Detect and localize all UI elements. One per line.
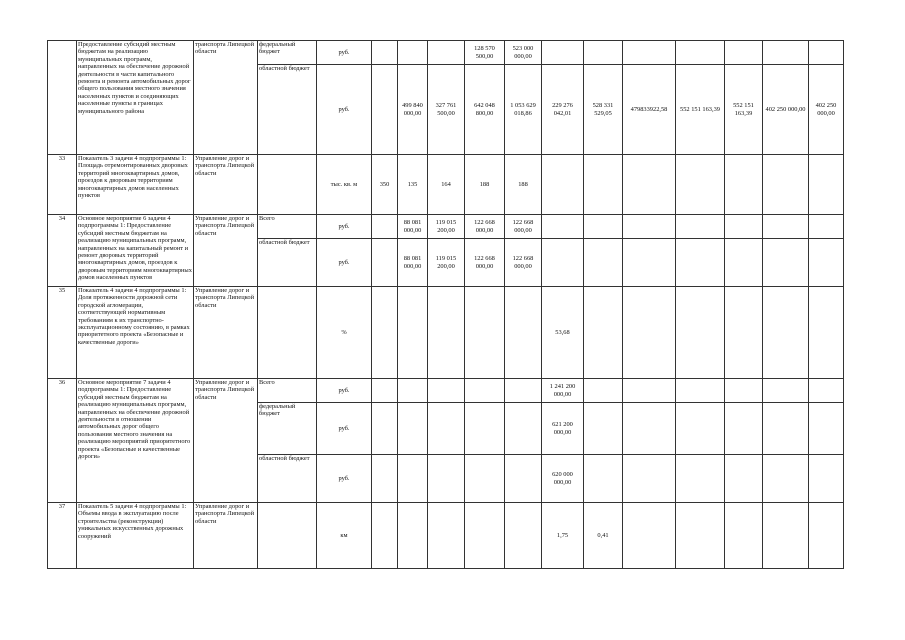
value-cell [725, 239, 763, 287]
value-cell [505, 287, 542, 379]
unit-cell: руб. [317, 215, 372, 239]
value-cell [398, 41, 428, 65]
value-cell: 119 015 200,00 [428, 239, 465, 287]
value-cell [428, 287, 465, 379]
row-number: 36 [48, 379, 77, 503]
table-row [48, 503, 884, 569]
funding-source: Всего [258, 379, 317, 403]
value-cell [623, 41, 676, 65]
value-cell [763, 503, 809, 569]
value-cell [676, 379, 725, 403]
value-cell [398, 455, 428, 503]
value-cell [584, 455, 623, 503]
row-number: 33 [48, 155, 77, 215]
value-cell [398, 379, 428, 403]
value-cell [623, 403, 676, 455]
value-cell [763, 455, 809, 503]
value-cell [623, 215, 676, 239]
value-cell [676, 503, 725, 569]
value-cell [809, 287, 844, 379]
indicators-table [47, 40, 884, 569]
value-cell [809, 379, 844, 403]
value-cell: 499 840 000,00 [398, 65, 428, 155]
row-name: Показатель 5 задачи 4 подпрограммы 1: Объемы ввода в эксплуатацию после строительства (реконструкции) уникальных искусственных дорожных сооружений [77, 503, 194, 569]
value-cell [725, 215, 763, 239]
value-cell [809, 503, 844, 569]
value-cell [428, 403, 465, 455]
unit-cell: руб. [317, 41, 372, 65]
value-cell [809, 155, 844, 215]
table-row [48, 155, 884, 215]
value-cell: 188 [465, 155, 505, 215]
value-cell [676, 155, 725, 215]
row-executor: Управление дорог и транспорта Липецкой области [194, 215, 258, 287]
value-cell: 128 570 500,00 [465, 41, 505, 65]
value-cell [809, 239, 844, 287]
value-cell [809, 215, 844, 239]
unit-cell: руб. [317, 65, 372, 155]
value-cell [505, 403, 542, 455]
value-cell: 135 [398, 155, 428, 215]
row-name: Показатель 4 задачи 4 подпрограммы 1: Доля протяженности дорожной сети городской агломерации, соответствующей нормативным требованиям к их транспортно-эксплуатационному состоянию, в рамках приоритетного проекта «Безопасные и качественные дороги» [77, 287, 194, 379]
funding-source: областной бюджет [258, 239, 317, 287]
value-cell [398, 287, 428, 379]
row-name: Предоставление субсидий местным бюджетам на реализацию муниципальных программ, направленных на обеспечение дорожной деятельности в части капитального ремонта и ремонта автомобильных дорог общего пользования местного значения населенных пунктов и соединяющих населенные пункты в границах муниципального района [77, 41, 194, 155]
value-cell [465, 403, 505, 455]
value-cell [676, 287, 725, 379]
row-number: 34 [48, 215, 77, 287]
value-cell [428, 455, 465, 503]
value-cell [428, 379, 465, 403]
row-executor: транспорта Липецкой области [194, 41, 258, 155]
value-cell [372, 215, 398, 239]
value-cell [676, 215, 725, 239]
value-cell: 88 081 000,00 [398, 215, 428, 239]
value-cell [725, 41, 763, 65]
value-cell [623, 379, 676, 403]
value-cell: 1 053 629 018,86 [505, 65, 542, 155]
value-cell: 53,68 [542, 287, 584, 379]
value-cell: 523 000 000,00 [505, 41, 542, 65]
row-executor: Управление дорог и транспорта Липецкой области [194, 155, 258, 215]
unit-cell: % [317, 287, 372, 379]
value-cell: 479833922,58 [623, 65, 676, 155]
row-executor: Управление дорог и транспорта Липецкой области [194, 287, 258, 379]
value-cell [809, 455, 844, 503]
value-cell [725, 503, 763, 569]
unit-cell: руб. [317, 239, 372, 287]
value-cell [763, 287, 809, 379]
value-cell [372, 239, 398, 287]
unit-cell: руб. [317, 455, 372, 503]
value-cell: 1 241 200 000,00 [542, 379, 584, 403]
funding-source: федеральный бюджет [258, 41, 317, 65]
value-cell [584, 215, 623, 239]
value-cell [725, 455, 763, 503]
value-cell: 122 668 000,00 [505, 215, 542, 239]
value-cell [584, 155, 623, 215]
row-number [48, 41, 77, 155]
value-cell [542, 215, 584, 239]
unit-cell: руб. [317, 379, 372, 403]
row-executor: Управление дорог и транспорта Липецкой области [194, 379, 258, 503]
value-cell [763, 239, 809, 287]
value-cell [372, 403, 398, 455]
value-cell [725, 155, 763, 215]
value-cell: 552 151 163,39 [725, 65, 763, 155]
table-row [48, 215, 884, 239]
value-cell [372, 455, 398, 503]
row-name: Основное мероприятие 7 задачи 4 подпрограммы 1: Предоставление субсидий местным бюджетам на реализацию муниципальных программ, направленных на обеспечение дорожной деятельности в отношении автомобильных дорог общего пользования местного значения на реализацию мероприятий приоритетного проекта «Безопасные и качественные дороги» [77, 379, 194, 503]
document-page [47, 40, 863, 601]
value-cell: 402 250 000,00 [809, 65, 844, 155]
value-cell [763, 403, 809, 455]
value-cell [676, 41, 725, 65]
row-name: Основное мероприятие 6 задачи 4 подпрограммы 1: Предоставление субсидий местным бюджетам на реализацию муниципальных программ, направленных на капитальный ремонт и ремонт дворовых территорий многоквартирных домов, проездов к дворовым территориям многоквартирных домов населенных пунктов [77, 215, 194, 287]
value-cell [398, 503, 428, 569]
value-cell: 229 276 042,01 [542, 65, 584, 155]
value-cell: 620 000 000,00 [542, 455, 584, 503]
value-cell: 642 048 800,00 [465, 65, 505, 155]
funding-source: Всего [258, 215, 317, 239]
value-cell: 327 761 500,00 [428, 65, 465, 155]
value-cell [505, 503, 542, 569]
row-name: Показатель 3 задачи 4 подпрограммы 1: Площадь отремонтированных дворовых территорий многоквартирных домов, проездов к дворовым территориям многоквартирных домов населенных пунктов [77, 155, 194, 215]
value-cell: 350 [372, 155, 398, 215]
value-cell: 164 [428, 155, 465, 215]
value-cell: 552 151 163,39 [676, 65, 725, 155]
table-row [48, 379, 884, 403]
row-number: 37 [48, 503, 77, 569]
value-cell [398, 403, 428, 455]
value-cell: 0,41 [584, 503, 623, 569]
funding-source [258, 287, 317, 379]
value-cell [809, 403, 844, 455]
value-cell [372, 65, 398, 155]
value-cell [372, 41, 398, 65]
value-cell [623, 155, 676, 215]
value-cell [623, 239, 676, 287]
value-cell [725, 379, 763, 403]
value-cell [542, 155, 584, 215]
value-cell [584, 287, 623, 379]
funding-source: областной бюджет [258, 455, 317, 503]
row-executor: Управление дорог и транспорта Липецкой области [194, 503, 258, 569]
value-cell [505, 455, 542, 503]
value-cell [372, 287, 398, 379]
value-cell [465, 379, 505, 403]
table-row [48, 41, 884, 65]
value-cell: 528 331 529,05 [584, 65, 623, 155]
funding-source [258, 155, 317, 215]
funding-source: областной бюджет [258, 65, 317, 155]
value-cell: 188 [505, 155, 542, 215]
value-cell [505, 379, 542, 403]
value-cell [372, 503, 398, 569]
value-cell [465, 503, 505, 569]
funding-source: федеральный бюджет [258, 403, 317, 455]
funding-source [258, 503, 317, 569]
unit-cell: тыс. кв. м [317, 155, 372, 215]
value-cell [542, 239, 584, 287]
value-cell [623, 455, 676, 503]
table-row [48, 287, 884, 379]
value-cell [676, 403, 725, 455]
value-cell [542, 41, 584, 65]
value-cell: 122 668 000,00 [505, 239, 542, 287]
value-cell [763, 41, 809, 65]
value-cell [584, 239, 623, 287]
value-cell: 88 081 000,00 [398, 239, 428, 287]
value-cell [465, 455, 505, 503]
value-cell [676, 455, 725, 503]
value-cell [725, 403, 763, 455]
value-cell [584, 379, 623, 403]
value-cell [763, 155, 809, 215]
value-cell [809, 41, 844, 65]
value-cell: 122 668 000,00 [465, 239, 505, 287]
value-cell [465, 287, 505, 379]
value-cell: 402 250 000,00 [763, 65, 809, 155]
value-cell [725, 287, 763, 379]
value-cell: 119 015 200,00 [428, 215, 465, 239]
unit-cell: км [317, 503, 372, 569]
unit-cell: руб. [317, 403, 372, 455]
value-cell [372, 379, 398, 403]
value-cell [763, 379, 809, 403]
value-cell: 122 668 000,00 [465, 215, 505, 239]
value-cell [584, 403, 623, 455]
value-cell [676, 239, 725, 287]
value-cell: 621 200 000,00 [542, 403, 584, 455]
row-number: 35 [48, 287, 77, 379]
value-cell [623, 287, 676, 379]
value-cell [584, 41, 623, 65]
value-cell [623, 503, 676, 569]
value-cell: 1,75 [542, 503, 584, 569]
value-cell [763, 215, 809, 239]
value-cell [428, 41, 465, 65]
value-cell [428, 503, 465, 569]
